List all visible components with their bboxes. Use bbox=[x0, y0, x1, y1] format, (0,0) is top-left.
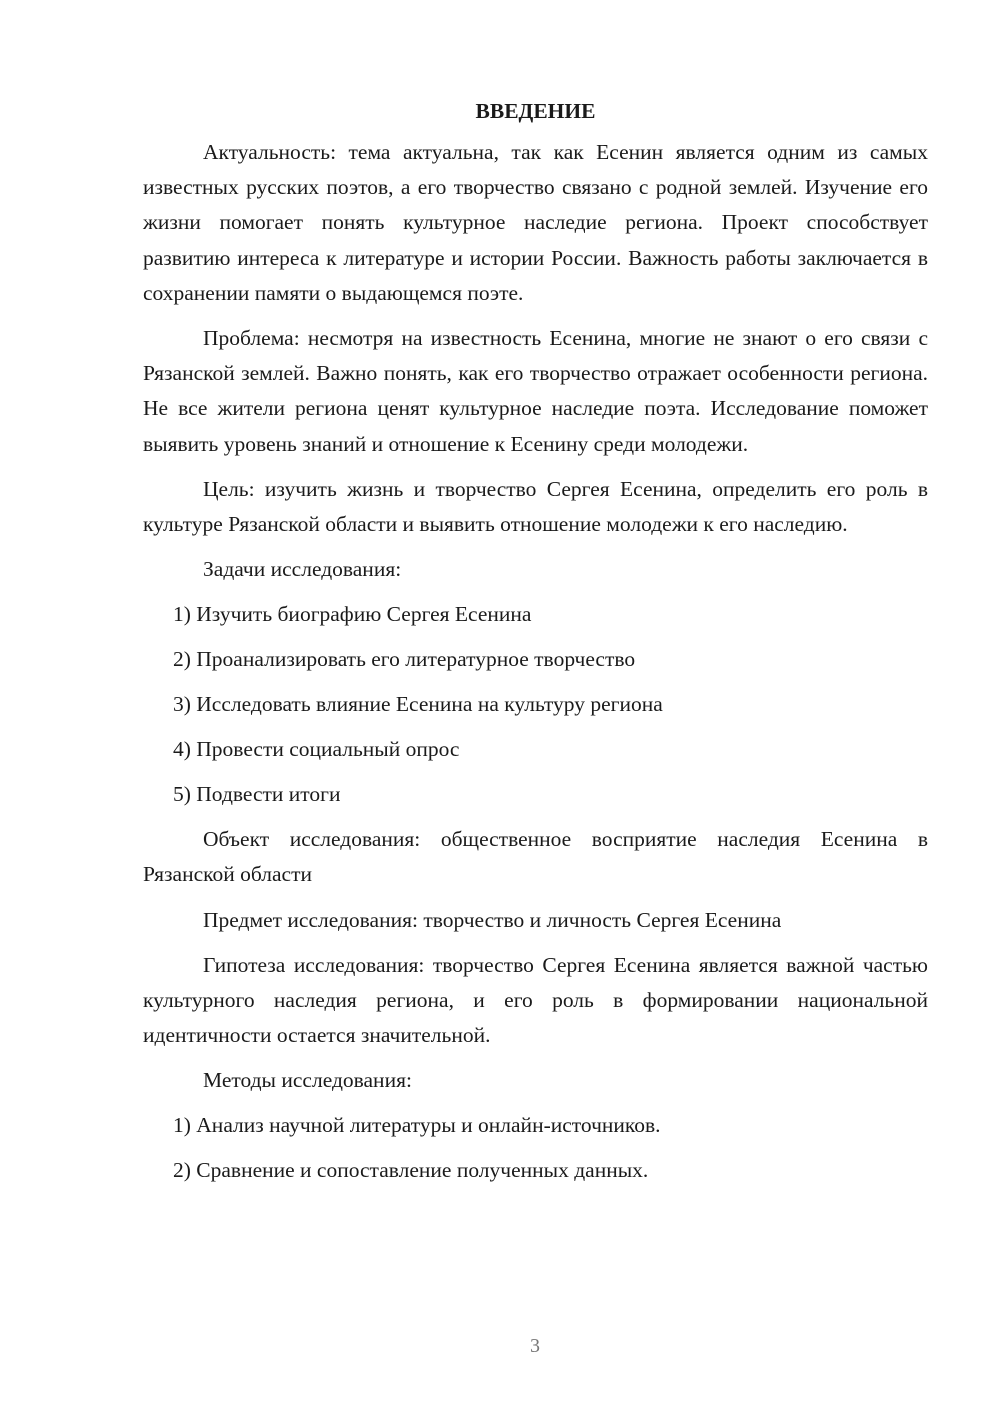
tasks-list bbox=[143, 597, 928, 812]
page-body bbox=[143, 96, 928, 1198]
list-item: 5) Подвести итоги bbox=[173, 782, 341, 807]
page-number: 3 bbox=[530, 1335, 540, 1357]
list-item: 1) Анализ научной литературы и онлайн-источников. bbox=[173, 1113, 661, 1138]
paragraph-relevance: Актуальность: тема актуальна, так как Есенин является одним из самых известных русских поэтов, а его творчество связано с родной землей. Изучение его жизни помогает понять культурное наследие региона. Проект способствует развитию интереса к литературе и истории России. Важность работы заключается в сохранении памяти о выдающемся поэте. bbox=[143, 140, 928, 305]
paragraph-problem: Проблема: несмотря на известность Есенина, многие не знают о его связи с Рязанской землей. Важно понять, как его творчество отражает особенности региона. Не все жители региона ценят культурное наследие поэта. Исследование поможет выявить уровень знаний и отношение к Есенину среди молодежи. bbox=[143, 326, 928, 456]
list-item: 2) Сравнение и сопоставление полученных данных. bbox=[173, 1158, 649, 1183]
paragraph-subject: Предмет исследования: творчество и личность Сергея Есенина bbox=[203, 907, 782, 932]
paragraph-object: Объект исследования: общественное восприятие наследия Есенина в Рязанской области bbox=[143, 827, 928, 887]
methods-list bbox=[143, 1108, 928, 1188]
tasks-heading: Задачи исследования: bbox=[203, 557, 402, 582]
list-item: 3) Исследовать влияние Есенина на культуру региона bbox=[173, 692, 663, 717]
list-item: 2) Проанализировать его литературное творчество bbox=[173, 647, 636, 672]
section-title: ВВЕДЕНИЕ bbox=[475, 99, 596, 123]
list-item: 4) Провести социальный опрос bbox=[173, 737, 460, 762]
paragraph-goal: Цель: изучить жизнь и творчество Сергея Есенина, определить его роль в культуре Рязанской области и выявить отношение молодежи к его наследию. bbox=[143, 476, 928, 537]
methods-heading: Методы исследования: bbox=[203, 1068, 412, 1093]
paragraph-hypothesis: Гипотеза исследования: творчество Сергея Есенина является важной частью культурного наследия региона, и его роль в формировании национальной идентичности остается значительной. bbox=[143, 952, 928, 1048]
list-item: 1) Изучить биографию Сергея Есенина bbox=[173, 602, 532, 627]
